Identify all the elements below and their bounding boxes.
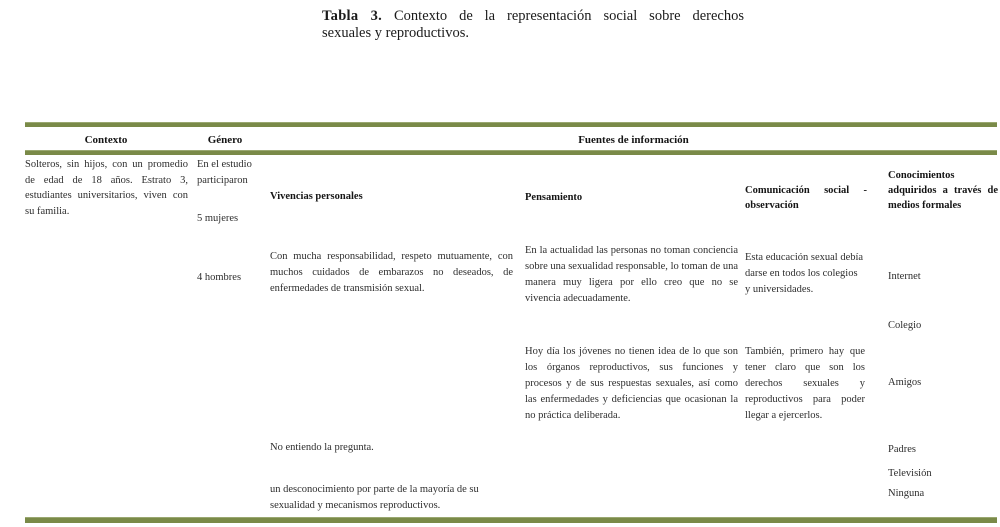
cell-medios-television: Televisión [888, 468, 932, 479]
cell-vivencias-3: un desconocimiento por parte de la mayoría de su sexualidad y mecanismos reproductivos. [270, 484, 479, 511]
cell-genero-intro: En el estudio participaron [197, 159, 252, 186]
cell-medios-ninguna: Ninguna [888, 488, 925, 499]
cell-contexto: Solteros, sin hijos, con un promedio de edad de 18 años. Estrato 3, estudiantes universitarios, viven con su familia. [25, 159, 188, 217]
table-caption-text: Contexto de la representación social sobre derechos [394, 8, 745, 24]
subheader-comunicacion: Comunicación social - observación [745, 185, 867, 211]
subheader-conocimientos: Conocimientos adquiridos a través de medios formales [888, 170, 998, 211]
cell-vivencias-1: Con mucha responsabilidad, respeto mutuamente, con muchos cuidados de embarazos no deseados, de enfermedades de transmisión sexual. [270, 251, 513, 294]
table-rule-bottom [25, 517, 997, 523]
column-header-genero: Género [207, 134, 243, 146]
cell-medios-amigos: Amigos [888, 377, 922, 388]
cell-medios-padres: Padres [888, 444, 916, 455]
cell-medios-colegio: Colegio [888, 320, 922, 331]
column-header-contexto: Contexto [84, 134, 128, 146]
table-caption-line1 [322, 8, 744, 25]
cell-genero-hombres: 4 hombres [197, 272, 242, 283]
cell-vivencias-2: No entiendo la pregunta. [270, 442, 374, 453]
table-rule-top [25, 122, 997, 127]
subheader-pensamiento: Pensamiento [525, 192, 583, 203]
column-header-fuentes: Fuentes de información [578, 134, 689, 146]
cell-pensamiento-1: En la actualidad las personas no toman conciencia sobre una sexualidad responsable, lo toman de una manera muy ligera por ello creo que no se vivencia adecuadamente. [525, 245, 738, 304]
table-caption-line2: sexuales y reproductivos. [322, 25, 469, 41]
subheader-vivencias: Vivencias personales [270, 191, 363, 202]
cell-genero-mujeres: 5 mujeres [197, 213, 239, 224]
cell-pensamiento-2: Hoy día los jóvenes no tienen idea de lo que son los órganos reproductivos, sus funciones y procesos y de sus respuestas sexuales, así como las enfermedades y deficiencias que ocasionan la no práctica deliberada. [525, 346, 738, 421]
table-caption-label: Tabla 3. [322, 8, 383, 24]
cell-medios-internet: Internet [888, 271, 921, 282]
cell-comunicacion-2: También, primero hay que tener claro que son los derechos sexuales y reproductivos para poder llegar a ejercerlos. [745, 346, 865, 421]
cell-comunicacion-1: Esta educación sexual debía darse en todos los colegios y universidades. [745, 252, 864, 295]
table-caption [322, 8, 744, 42]
table-rule-header [25, 150, 997, 155]
